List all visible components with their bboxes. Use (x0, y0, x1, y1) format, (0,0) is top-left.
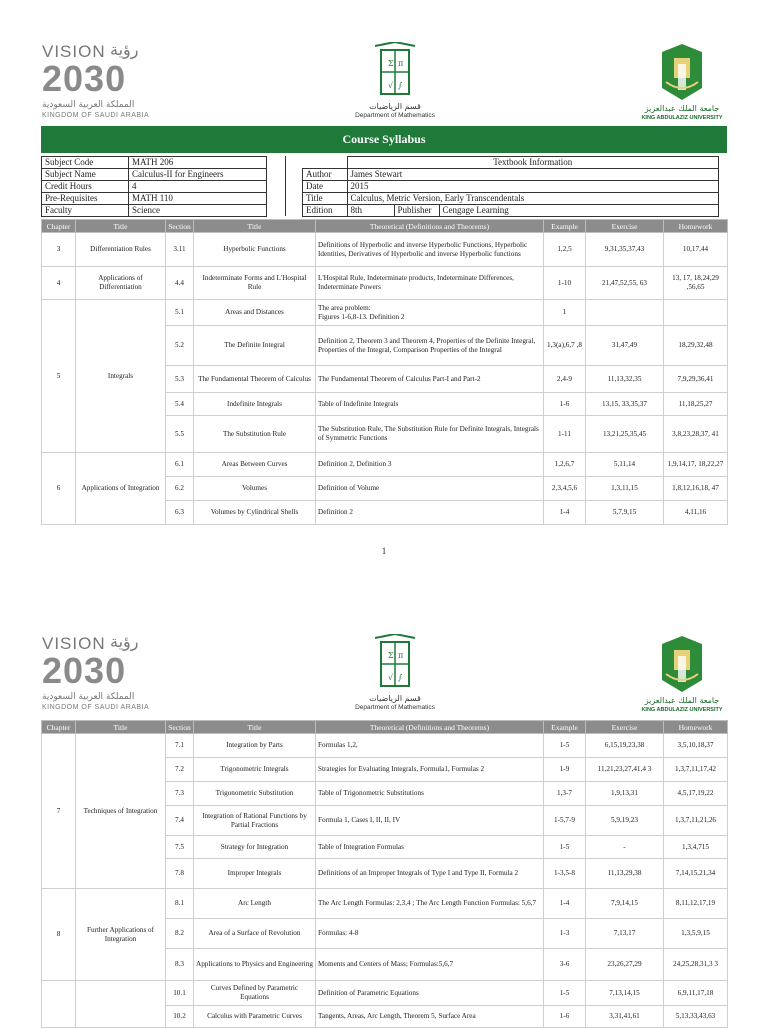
table-cell: 1,2,6,7 (544, 453, 586, 477)
table-cell: Integration by Parts (194, 734, 316, 758)
table-cell: 8,11,12,17,19 (664, 889, 728, 919)
col-section-title: Title (194, 220, 316, 233)
textbook-header: Textbook Information (347, 157, 719, 169)
table-cell: MATH 110 (129, 193, 267, 205)
col-section: Section (166, 721, 194, 734)
table-cell: Arc Length (194, 889, 316, 919)
table-cell: Author (303, 169, 348, 181)
department-logo: Σ π √ ∫ قسم الرياضيات Department of Mathematics (345, 42, 445, 126)
table-cell: 3.11 (166, 233, 194, 267)
subject-code-row (42, 157, 267, 169)
table-row (42, 300, 728, 326)
table-cell: Formulas: 4-8 (316, 919, 544, 949)
table-cell: 5 (42, 300, 76, 453)
table-cell: 3,8,23,28,37, 41 (664, 416, 728, 453)
table-cell: Hyperbolic Functions (194, 233, 316, 267)
table-cell: 1,9,13,31 (586, 782, 664, 806)
svg-text:Σ: Σ (388, 651, 394, 660)
table-cell: The Substitution Rule (194, 416, 316, 453)
page2-header-logos (0, 630, 768, 720)
table-cell (76, 981, 166, 1028)
table-cell: Volumes (194, 477, 316, 501)
table-cell: Table of Trigonometric Substitutions (316, 782, 544, 806)
table-cell (586, 300, 664, 326)
table-cell: 1-3 (544, 919, 586, 949)
table-cell: Areas and Distances (194, 300, 316, 326)
table-cell: 7,14,15,21,34 (664, 859, 728, 889)
table-cell: 1-3,5-8 (544, 859, 586, 889)
table-cell: Subject Code (42, 157, 129, 169)
table-cell: Publisher (394, 205, 439, 217)
col-example: Example (544, 721, 586, 734)
table-cell: Definition 2, Theorem 3 and Theorem 4, Properties of the Definite Integral, Properties of the Integral, Comparison Properties of the Integral (316, 326, 544, 366)
table-cell: 1-9 (544, 758, 586, 782)
table-header-row (42, 220, 728, 233)
table-cell: 2015 (347, 181, 719, 193)
table-cell: 24,25,28,31,3 3 (664, 949, 728, 981)
svg-text:√: √ (388, 81, 394, 90)
table-row (42, 981, 728, 1006)
table-cell: 1-5 (544, 981, 586, 1006)
table-cell: 1,3,7,11,21,26 (664, 806, 728, 836)
table-cell: 7.8 (166, 859, 194, 889)
table-cell: 4 (42, 267, 76, 300)
table-cell: Integrals (76, 300, 166, 453)
table-cell: 7.4 (166, 806, 194, 836)
table-cell: Moments and Centers of Mass; Formulas:5,6,7 (316, 949, 544, 981)
table-cell: MATH 206 (129, 157, 267, 169)
table-cell: 13,21,25,35,45 (586, 416, 664, 453)
table-cell: 2,4-9 (544, 366, 586, 393)
table-row (42, 267, 728, 300)
textbook-info-table (302, 156, 719, 217)
table-row (42, 734, 728, 758)
table-cell: 4.4 (166, 267, 194, 300)
col-homework: Homework (664, 220, 728, 233)
edition-row (303, 205, 719, 217)
table-cell: 3 (42, 233, 76, 267)
page-number: 1 (381, 546, 387, 556)
table-cell: 1 (544, 300, 586, 326)
table-cell: 7.1 (166, 734, 194, 758)
table-header-row (42, 721, 728, 734)
table-cell: The Definite Integral (194, 326, 316, 366)
table-cell: Date (303, 181, 348, 193)
table-cell: Calculus, Metric Version, Early Transcendentals (347, 193, 719, 205)
table-cell: Techniques of Integration (76, 734, 166, 889)
syllabus-table-page2 (41, 720, 728, 1028)
table-cell: Subject Name (42, 169, 129, 181)
table-cell: 4,11,16 (664, 501, 728, 525)
svg-text:∫: ∫ (398, 673, 403, 682)
table-cell: 7.5 (166, 836, 194, 859)
table-cell: The Substitution Rule, The Substitution Rule for Definite Integrals, Integrals of Symmetric Functions (316, 416, 544, 453)
table-cell: 1,3,7,11,17,42 (664, 758, 728, 782)
table-cell: Areas Between Curves (194, 453, 316, 477)
table-cell: 3,31,41,61 (586, 1006, 664, 1028)
table-cell: 7,13,14,15 (586, 981, 664, 1006)
col-theoretical: Theoretical (Definitions and Theorems) (316, 220, 544, 233)
table-cell: Edition (303, 205, 348, 217)
table-cell: The Fundamental Theorem of Calculus Part-I and Part-2 (316, 366, 544, 393)
table-cell: 5.1 (166, 300, 194, 326)
col-homework: Homework (664, 721, 728, 734)
table-cell: 5,9,19,23 (586, 806, 664, 836)
table-cell: 6.2 (166, 477, 194, 501)
table-cell: 5.3 (166, 366, 194, 393)
table-row (42, 889, 728, 919)
table-cell: 1-11 (544, 416, 586, 453)
table-cell: 23,26,27,29 (586, 949, 664, 981)
table-row (42, 453, 728, 477)
table-cell: The Arc Length Formulas: 2,3,4 ; The Arc Length Function Formulas: 5,6,7 (316, 889, 544, 919)
table-cell: 1-6 (544, 1006, 586, 1028)
table-cell: L'Hospital Rule, Indeterminate products, Indeterminate Differences, Indeterminate Powers (316, 267, 544, 300)
table-cell: Definition 2 (316, 501, 544, 525)
table-cell: Table of Indefinite Integrals (316, 393, 544, 416)
table-cell (42, 981, 76, 1028)
info-divider (285, 156, 286, 216)
table-cell: Curves Defined by Parametric Equations (194, 981, 316, 1006)
col-section-title: Title (194, 721, 316, 734)
col-section: Section (166, 220, 194, 233)
table-cell: 11,13,29,38 (586, 859, 664, 889)
department-emblem-icon (345, 634, 445, 694)
table-cell: 5,13,33,43,63 (664, 1006, 728, 1028)
table-cell: Differentiation Rules (76, 233, 166, 267)
table-cell: 2,3,4,5,6 (544, 477, 586, 501)
kau-emblem-icon (636, 634, 728, 694)
table-cell: 1,8,12,16,18, 47 (664, 477, 728, 501)
table-cell: 1,9,14,17, 18,22,27 (664, 453, 728, 477)
table-cell: Calculus with Parametric Curves (194, 1006, 316, 1028)
table-cell: 4 (129, 181, 267, 193)
table-cell: Area of a Surface of Revolution (194, 919, 316, 949)
svg-text:π: π (398, 59, 404, 68)
table-cell: Applications of Integration (76, 453, 166, 525)
table-cell: 7,13,17 (586, 919, 664, 949)
svg-text:Σ: Σ (388, 59, 394, 68)
table-row (42, 233, 728, 267)
col-exercise: Exercise (586, 721, 664, 734)
course-syllabus-title: Course Syllabus (41, 126, 727, 153)
table-cell: 3-6 (544, 949, 586, 981)
table-cell: Trigonometric Integrals (194, 758, 316, 782)
table-cell: Applications of Differentiation (76, 267, 166, 300)
vision-2030-logo: VISION رؤية 2030 المملكة العربية السعودية KINGDOM OF SAUDI ARABIA (42, 632, 150, 711)
table-cell: Definitions of Hyperbolic and inverse Hyperbolic Functions, Hyperbolic Identities, Derivatives of Hyperbolic and inverse Hyperbolic functions (316, 233, 544, 267)
table-cell: Volumes by Cylindrical Shells (194, 501, 316, 525)
table-cell: 31,47,49 (586, 326, 664, 366)
department-emblem-icon (345, 42, 445, 102)
col-chapter: Chapter (42, 721, 76, 734)
table-cell: Strategies for Evaluating Integrals, Formula1, Formulas 2 (316, 758, 544, 782)
table-cell: 1-5,7-9 (544, 806, 586, 836)
table-cell: 10.2 (166, 1006, 194, 1028)
table-cell: 13, 17, 18,24,29 ,56,65 (664, 267, 728, 300)
table-cell: Indefinite Integrals (194, 393, 316, 416)
table-cell: 1-6 (544, 393, 586, 416)
table-cell: 4,5,17,19,22 (664, 782, 728, 806)
table-cell: Cengage Learning (439, 205, 719, 217)
table-cell: 7.3 (166, 782, 194, 806)
credit-hours-row (42, 181, 267, 193)
table-cell: 1-4 (544, 501, 586, 525)
table-cell: 7.2 (166, 758, 194, 782)
table-cell: 8.3 (166, 949, 194, 981)
table-cell: The area problem: Figures 1-6,8-13. Definition 2 (316, 300, 544, 326)
table-cell: 8.2 (166, 919, 194, 949)
subject-name-row (42, 169, 267, 181)
table-cell: 7 (42, 734, 76, 889)
table-cell: 8.1 (166, 889, 194, 919)
table-cell: Formula 1, Cases I, II, II, IV (316, 806, 544, 836)
table-cell (303, 157, 348, 169)
table-cell: Faculty (42, 205, 129, 217)
table-cell: 10.1 (166, 981, 194, 1006)
prerequisites-row (42, 193, 267, 205)
table-cell: 1,3,5,9,15 (664, 919, 728, 949)
table-cell: 1-4 (544, 889, 586, 919)
table-cell: Strategy for Integration (194, 836, 316, 859)
table-cell: Definition 2, Definition 3 (316, 453, 544, 477)
svg-text:π: π (398, 651, 404, 660)
table-cell: Integration of Rational Functions by Partial Fractions (194, 806, 316, 836)
table-cell: Pre-Requisites (42, 193, 129, 205)
table-cell: 5,7,9,15 (586, 501, 664, 525)
table-cell: 8 (42, 889, 76, 981)
kau-emblem-icon (636, 42, 728, 102)
table-cell: 1,2,5 (544, 233, 586, 267)
table-cell: 18,29,32,48 (664, 326, 728, 366)
table-cell: 5.4 (166, 393, 194, 416)
kau-logo: جامعة الملك عبدالعزيز KING ABDULAZIZ UNIVERSITY (636, 634, 728, 718)
table-cell: 21,47,52,55, 63 (586, 267, 664, 300)
department-logo: Σ π √ ∫ قسم الرياضيات Department of Mathematics (345, 634, 445, 718)
table-cell: 6.3 (166, 501, 194, 525)
table-cell: Definitions of an Improper Integrals of Type I and Type II, Formula 2 (316, 859, 544, 889)
table-cell: Formulas 1,2, (316, 734, 544, 758)
table-cell: 8th (347, 205, 394, 217)
page1-header-logos (0, 38, 768, 128)
table-cell: 6,15,19,23,38 (586, 734, 664, 758)
table-cell: Tangents, Areas, Arc Length, Theorem 5, Surface Area (316, 1006, 544, 1028)
table-cell: 5.2 (166, 326, 194, 366)
author-row (303, 169, 719, 181)
col-theoretical: Theoretical (Definitions and Theorems) (316, 721, 544, 734)
table-cell: 10,17,44 (664, 233, 728, 267)
table-cell: 1,3,4,715 (664, 836, 728, 859)
col-chapter-title: Title (76, 220, 166, 233)
table-cell: Improper Integrals (194, 859, 316, 889)
kau-logo: جامعة الملك عبدالعزيز KING ABDULAZIZ UNIVERSITY (636, 42, 728, 126)
table-cell: 11,21,23,27,41,4 3 (586, 758, 664, 782)
table-cell: Indeterminate Forms and L'Hospital Rule (194, 267, 316, 300)
table-cell (664, 300, 728, 326)
date-row (303, 181, 719, 193)
table-cell: The Fundamental Theorem of Calculus (194, 366, 316, 393)
svg-text:√: √ (388, 673, 394, 682)
table-cell: James Stewart (347, 169, 719, 181)
svg-text:∫: ∫ (398, 81, 403, 90)
table-cell: 11,18,25,27 (664, 393, 728, 416)
table-cell: 1,3,11,15 (586, 477, 664, 501)
table-cell: 6.1 (166, 453, 194, 477)
table-cell: 5,11,14 (586, 453, 664, 477)
col-exercise: Exercise (586, 220, 664, 233)
table-cell: Trigonometric Substitution (194, 782, 316, 806)
table-cell: 1-10 (544, 267, 586, 300)
vision-2030-logo: VISION رؤية 2030 المملكة العربية السعودية KINGDOM OF SAUDI ARABIA (42, 40, 150, 119)
title-row (303, 193, 719, 205)
table-cell: 6,9,11,17,18 (664, 981, 728, 1006)
table-cell: - (586, 836, 664, 859)
faculty-row (42, 205, 267, 217)
table-cell: 1-5 (544, 836, 586, 859)
table-cell: 1,3-7 (544, 782, 586, 806)
table-cell: Applications to Physics and Engineering (194, 949, 316, 981)
table-cell: Definition of Volume (316, 477, 544, 501)
table-cell: 7,9,14,15 (586, 889, 664, 919)
table-cell: 1-5 (544, 734, 586, 758)
col-example: Example (544, 220, 586, 233)
table-cell: 5.5 (166, 416, 194, 453)
table-cell: Table of Integration Formulas (316, 836, 544, 859)
syllabus-table-page1 (41, 219, 728, 525)
table-cell: 9,31,35,37,43 (586, 233, 664, 267)
table-cell: Title (303, 193, 348, 205)
table-cell: 11,13,32,35 (586, 366, 664, 393)
table-cell: Further Applications of Integration (76, 889, 166, 981)
col-chapter-title: Title (76, 721, 166, 734)
table-cell: Science (129, 205, 267, 217)
table-cell: Credit Hours (42, 181, 129, 193)
subject-info-table (41, 156, 267, 217)
table-cell: 7,9,29,36,41 (664, 366, 728, 393)
col-chapter: Chapter (42, 220, 76, 233)
table-cell: Calculus-II for Engineers (129, 169, 267, 181)
table-cell: 1,3(a),6,7 ,8 (544, 326, 586, 366)
table-cell: 6 (42, 453, 76, 525)
table-cell: Definition of Parametric Equations (316, 981, 544, 1006)
table-cell: 13,15, 33,35,37 (586, 393, 664, 416)
table-cell: 3,5,10,18,37 (664, 734, 728, 758)
